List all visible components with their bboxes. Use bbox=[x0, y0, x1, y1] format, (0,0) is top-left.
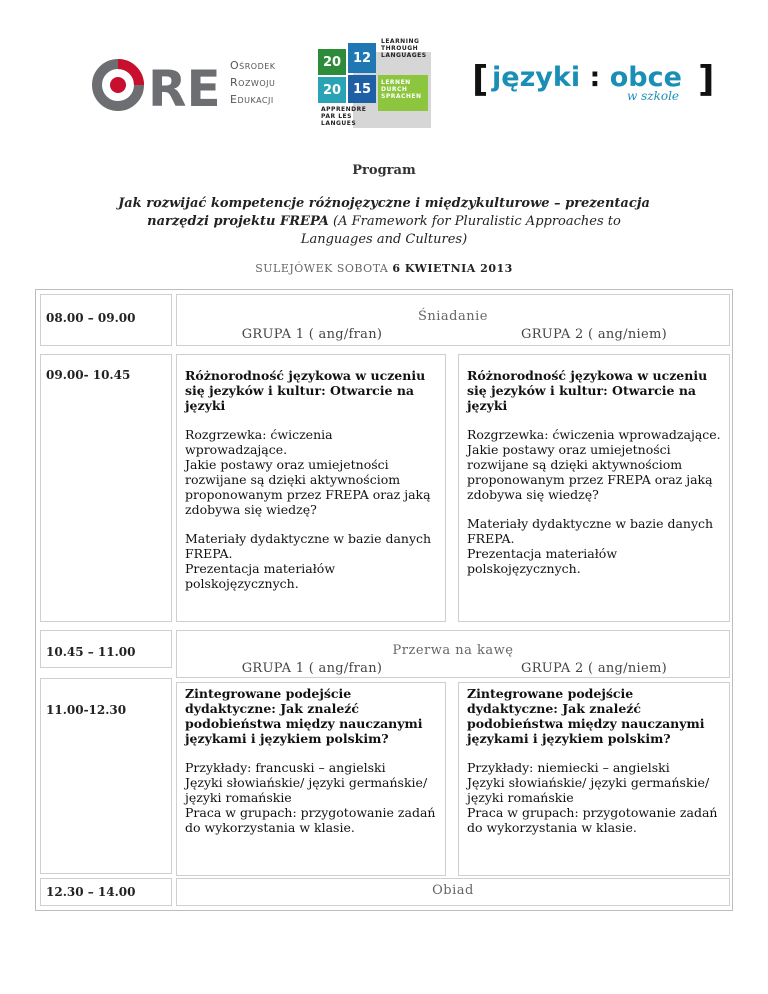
group2-head-b: GRUPA 2 ( ang/niem) bbox=[521, 661, 667, 676]
digit-20a: 20 bbox=[318, 49, 346, 75]
program-subtitle bbox=[0, 195, 768, 249]
word-top-1: LEARNING bbox=[381, 38, 420, 45]
session1-group2-title: Różnorodność językowa w uczeniu się jezyków i kultur: Otwarcie na języki bbox=[467, 368, 708, 413]
session1-group2 bbox=[458, 354, 730, 622]
session2-group2-p2: Języki słowiańskie/ języki germańskie/ języki romańskie bbox=[467, 775, 710, 805]
group1-head-a: GRUPA 1 ( ang/fran) bbox=[241, 327, 383, 342]
ore-mark-icon bbox=[92, 57, 224, 113]
subtitle-line-2-rest: (A Framework for Pluralistic Approaches to bbox=[328, 214, 621, 229]
subtitle-line-1: Jak rozwijać kompetencje różnojęzyczne i międzykulturowe – prezentacja bbox=[118, 196, 650, 211]
subtitle-line-2-bold: narzędzi projektu FREPA bbox=[147, 214, 329, 229]
words-right bbox=[381, 79, 422, 100]
time-4: 11.00-12.30 bbox=[46, 703, 127, 717]
venue-day: 6 KWIETNIA 2013 bbox=[392, 262, 513, 275]
session1-group2-p1: Rozgrzewka: ćwiczenia wprowadzające. bbox=[467, 427, 721, 442]
word-right-1: LERNEN bbox=[381, 79, 411, 86]
coffee-break-label: Przerwa na kawę bbox=[392, 643, 514, 658]
time-cell-1 bbox=[40, 294, 172, 346]
time-1: 08.00 – 09.00 bbox=[46, 311, 136, 325]
ore-line-3: Edukacji bbox=[230, 93, 274, 106]
jezyki-obce-logo bbox=[472, 59, 715, 110]
session2-group1-p3: Praca w grupach: przygotowanie zadań do wykorzystania w klasie. bbox=[185, 805, 436, 835]
left-bracket: [ bbox=[472, 59, 489, 100]
program-heading: Program bbox=[352, 163, 416, 178]
session2-group1-p1: Przykłady: francuski – angielski bbox=[185, 760, 386, 775]
venue-place: SULEJÓWEK SOBOTA bbox=[255, 262, 393, 275]
digit-15: 15 bbox=[348, 75, 376, 103]
word-jezyki: języki bbox=[492, 62, 581, 93]
w-szkole: w szkole bbox=[627, 89, 680, 103]
time-3: 10.45 – 11.00 bbox=[46, 645, 136, 659]
words-top bbox=[381, 38, 427, 59]
time-5: 12.30 – 14.00 bbox=[46, 885, 136, 899]
year-of-languages-logo bbox=[315, 36, 435, 132]
coffee-break-cell bbox=[176, 630, 730, 678]
word-right-2: DURCH bbox=[381, 86, 408, 93]
digit-12: 12 bbox=[348, 43, 376, 73]
word-top-3: LANGUAGES bbox=[381, 52, 427, 59]
word-top-2: THROUGH bbox=[381, 45, 419, 52]
ore-line-1: Ośrodek bbox=[230, 59, 276, 72]
words-bottom bbox=[321, 106, 366, 127]
session1-group1-p1: Rozgrzewka: ćwiczenia wprowadzające. bbox=[185, 427, 333, 457]
session2-group1 bbox=[176, 682, 446, 876]
session2-group2 bbox=[458, 682, 730, 876]
group2-head-a: GRUPA 2 ( ang/niem) bbox=[521, 327, 667, 342]
session1-group2-p3: Materiały dydaktyczne w bazie danych FREPA. bbox=[467, 516, 714, 546]
word-right-3: SPRACHEN bbox=[381, 93, 422, 100]
session1-group2-p2: Jakie postawy oraz umiejetności rozwijane są dzięki aktywnościom proponowanym przez FREPA oraz jaką zdobywa się wiedzę? bbox=[467, 442, 713, 502]
right-bracket: ] bbox=[698, 59, 715, 100]
svg-text:RE: RE bbox=[148, 60, 221, 113]
schedule-table bbox=[35, 289, 733, 911]
time-cell-2 bbox=[40, 354, 172, 622]
session1-group2-p4: Prezentacja materiałów polskojęzycznych. bbox=[467, 546, 618, 576]
word-bottom-3: LANGUES bbox=[321, 120, 357, 127]
session1-group1-p3: Materiały dydaktyczne w bazie danych FREPA. bbox=[185, 531, 432, 561]
session1-group1-title: Różnorodność językowa w uczeniu się jezyków i kultur: Otwarcie na języki bbox=[185, 368, 426, 413]
word-colon: : bbox=[589, 62, 601, 93]
subtitle-line-3: Languages and Cultures) bbox=[300, 232, 468, 247]
ore-name bbox=[230, 57, 276, 108]
time-cell-3 bbox=[40, 630, 172, 668]
venue-date bbox=[0, 262, 768, 275]
session2-group2-title: Zintegrowane podejście dydaktyczne: Jak znaleźć podobieństwa między nauczanymi językami i językiem polskim? bbox=[467, 686, 705, 746]
word-bottom-1: APPRENDRE bbox=[321, 106, 367, 113]
ore-line-2: Rozwoju bbox=[230, 76, 276, 89]
digit-20b: 20 bbox=[318, 77, 346, 103]
lunch-label: Obiad bbox=[432, 883, 474, 898]
session1-group1-p2: Jakie postawy oraz umiejetności rozwijane są dzięki aktywnościom proponowanym przez FREPA oraz jaką zdobywa się wiedzę? bbox=[185, 457, 431, 517]
ore-logo bbox=[92, 55, 282, 115]
word-bottom-2: PAR LES bbox=[321, 113, 352, 120]
time-2: 09.00- 10.45 bbox=[46, 368, 131, 382]
time-cell-5 bbox=[40, 878, 172, 906]
breakfast-cell bbox=[176, 294, 730, 346]
word-obce: obce bbox=[609, 62, 682, 93]
session1-group1 bbox=[176, 354, 446, 622]
session2-group1-p2: Języki słowiańskie/ języki germańskie/ języki romańskie bbox=[185, 775, 428, 805]
time-cell-4 bbox=[40, 678, 172, 874]
breakfast-label: Śniadanie bbox=[418, 309, 488, 324]
session2-group1-title: Zintegrowane podejście dydaktyczne: Jak znaleźć podobieństwa między nauczanymi językami i językiem polskim? bbox=[185, 686, 423, 746]
lunch-cell bbox=[176, 878, 730, 906]
session2-group2-p1: Przykłady: niemiecki – angielski bbox=[467, 760, 670, 775]
session1-group1-p4: Prezentacja materiałów polskojęzycznych. bbox=[185, 561, 336, 591]
group1-head-b: GRUPA 1 ( ang/fran) bbox=[241, 661, 383, 676]
session2-group2-p3: Praca w grupach: przygotowanie zadań do wykorzystania w klasie. bbox=[467, 805, 718, 835]
